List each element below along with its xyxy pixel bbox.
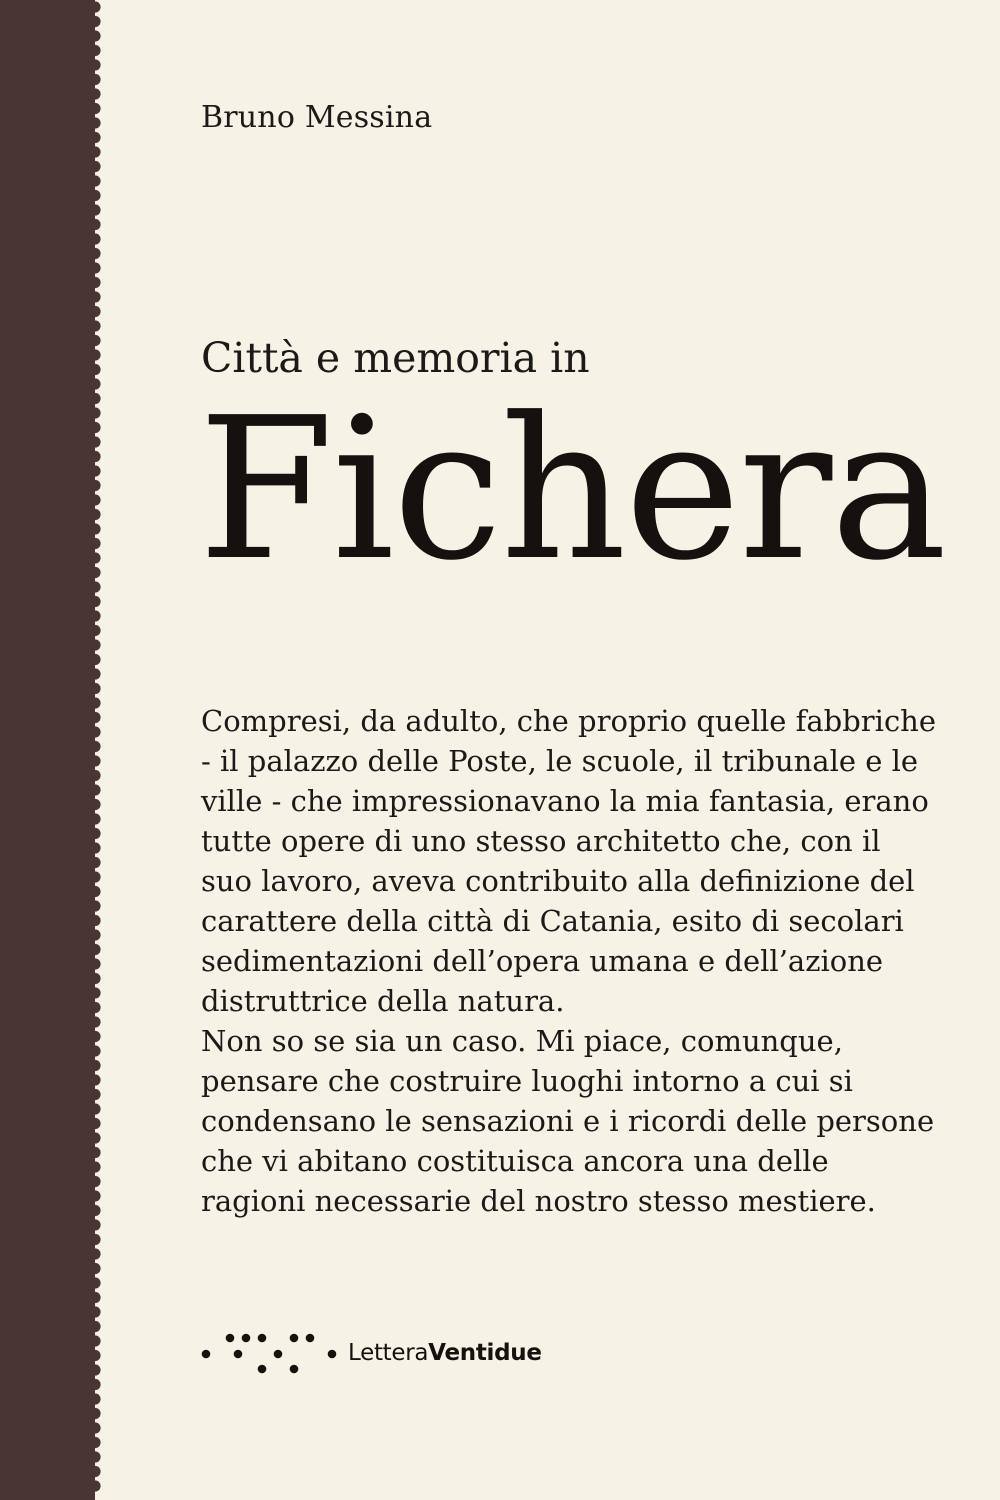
blurb-line: ville - che impressionavano la mia fantasia, erano [201, 784, 929, 818]
blurb-line: pensare che costruire luoghi intorno a cui si [201, 1064, 853, 1098]
blurb-line: Compresi, da adulto, che proprio quelle fabbriche [201, 704, 937, 738]
author-name: Bruno Messina [201, 100, 433, 135]
blurb-line: ragioni necessarie del nostro stesso mestiere. [201, 1184, 876, 1218]
dot-pattern-logo-icon [196, 1328, 340, 1378]
blurb-line: Non so se sia un caso. Mi piace, comunque, [201, 1024, 843, 1058]
decorative-spine-band [0, 0, 106, 1500]
blurb-line: carattere della città di Catania, esito di secolari [201, 904, 904, 938]
blurb-line: condensano le sensazioni e i ricordi delle persone [201, 1104, 935, 1138]
book-subtitle: Città e memoria in [201, 334, 590, 382]
book-title: Fichera [198, 376, 946, 604]
blurb-line: che vi abitano costituisca ancora una delle [201, 1144, 829, 1178]
blurb-line: suo lavoro, aveva contribuito alla definizione del [201, 864, 915, 898]
publisher-name [348, 1340, 542, 1366]
blurb-line: - il palazzo delle Poste, le scuole, il tribunale e le [201, 744, 919, 778]
blurb-line: sedimentazioni dell’opera umana e dell’azione [201, 944, 884, 978]
publisher-name-bold: Ventidue [428, 1340, 542, 1366]
publisher-logo [196, 1328, 542, 1378]
blurb-text [201, 701, 941, 1221]
publisher-name-light: Lettera [348, 1340, 429, 1366]
blurb-line: tutte opere di uno stesso architetto che, con il [201, 824, 881, 858]
blurb-line: distruttrice della natura. [201, 984, 565, 1018]
